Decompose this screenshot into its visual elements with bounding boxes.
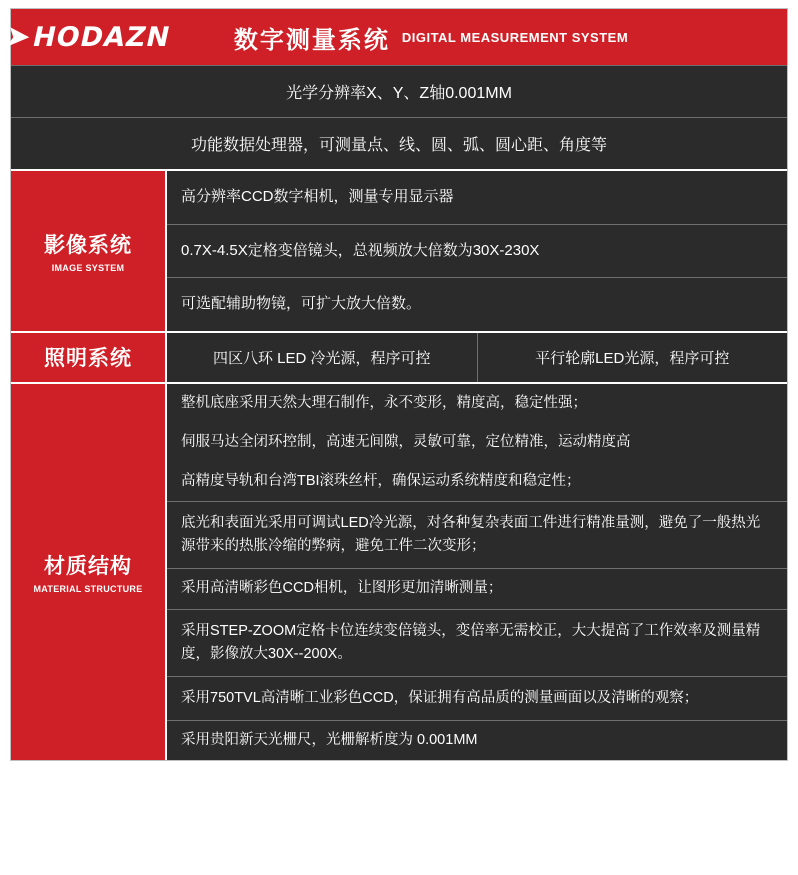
- list-item: 采用STEP-ZOOM定格卡位连续变倍镜头，变倍率无需校正，大大提高了工作效率及测量精度，影像放大30X--200X。: [167, 609, 787, 676]
- section-content-lighting-system: [165, 333, 787, 382]
- section-label-lighting-system: [11, 333, 165, 382]
- section-lighting-system: [11, 331, 787, 382]
- brand-logo: [3, 9, 174, 65]
- section-label-cn: 影像系统: [44, 233, 132, 257]
- section-material-structure: [11, 382, 787, 761]
- list-item: 采用750TVL高清晰工业彩色CCD，保证拥有高品质的测量画面以及清晰的观察；: [167, 676, 787, 720]
- list-item: 底光和表面光采用可调试LED冷光源，对各种复杂表面工件进行精准量测，避免了一般热光源带来的热胀冷缩的弊病，避免工件二次变形；: [167, 501, 787, 568]
- spec-row-resolution: 光学分辨率X、Y、Z轴0.001MM: [11, 65, 787, 117]
- lighting-columns: [167, 333, 787, 382]
- section-label-en: IMAGE SYSTEM: [51, 262, 125, 273]
- header-bar: [3, 9, 787, 65]
- lightning-bolt-icon: ➤: [3, 21, 35, 52]
- section-label-material-structure: [11, 384, 165, 761]
- section-label-cn: 照明系统: [44, 347, 132, 370]
- list-item: 整机底座采用天然大理石制作，永不变形，精度高，稳定性强；: [181, 394, 587, 411]
- spec-table: [3, 8, 788, 761]
- list-item: 采用贵阳新天光栅尺，光栅解析度为 0.001MM: [167, 720, 787, 760]
- section-label-en: MATERIAL STRUCTURE: [33, 583, 143, 594]
- list-item: 四区八环 LED 冷光源，程序可控: [212, 349, 431, 367]
- section-label-cn: 材质结构: [44, 554, 132, 578]
- list-item: 0.7X-4.5X定格变倍镜头，总视频放大倍数为30X-230X: [167, 224, 787, 278]
- section-label-image-system: [11, 171, 165, 331]
- section-image-system: [11, 169, 787, 331]
- list-item: 平行轮廓LED光源，程序可控: [477, 333, 788, 382]
- list-item: 高分辨率CCD数字相机，测量专用显示器: [181, 188, 454, 205]
- brand-name: HODAZN: [29, 21, 174, 53]
- list-item: 高精度导轨和台湾TBI滚珠丝杆，确保运动系统精度和稳定性；: [181, 472, 581, 489]
- header-titles: [165, 9, 787, 65]
- section-content-image-system: [165, 171, 787, 331]
- spec-row-processor: 功能数据处理器，可测量点、线、圆、弧、圆心距、角度等: [11, 117, 787, 169]
- page-title-cn: 数字测量系统: [233, 26, 390, 54]
- page-title-en: DIGITAL MEASUREMENT SYSTEM: [401, 29, 629, 45]
- list-item: 伺服马达全闭环控制，高速无间隙，灵敏可靠，定位精准，运动精度高: [181, 433, 631, 450]
- list-item: 采用高清晰彩色CCD相机，让图形更加清晰测量；: [167, 568, 787, 608]
- section-content-material-structure: [165, 384, 787, 761]
- list-item: 可选配辅助物镜，可扩大放大倍数。: [167, 277, 787, 331]
